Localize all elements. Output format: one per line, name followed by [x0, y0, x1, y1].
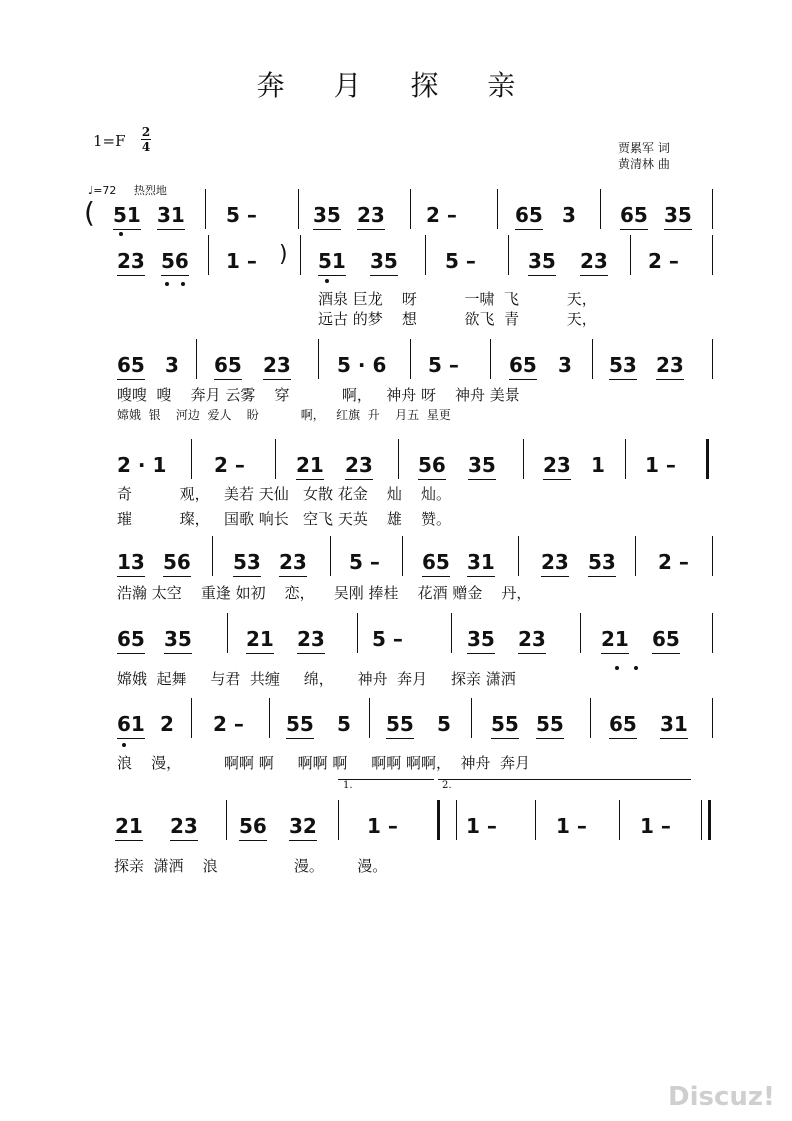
barline — [523, 439, 524, 479]
note-group: 53 — [233, 550, 261, 574]
barline — [712, 613, 713, 653]
note-group: 23 — [279, 550, 307, 574]
eighth-beam — [518, 653, 546, 654]
eighth-beam — [313, 229, 341, 230]
note-group: 1 – — [367, 814, 398, 838]
note-group: 61 — [117, 712, 145, 736]
note-group: 65 — [117, 353, 145, 377]
note-group: 56 — [418, 453, 446, 477]
barline — [191, 698, 192, 738]
note-group: 51 — [113, 203, 141, 227]
note-group: 56 — [163, 550, 191, 574]
open-paren: ( — [84, 196, 95, 229]
eighth-beam — [117, 738, 145, 739]
close-paren: ) — [279, 242, 288, 267]
octave-dot — [634, 666, 638, 670]
note-group: 5 · 6 — [337, 353, 387, 377]
eighth-beam — [170, 840, 198, 841]
eighth-beam — [467, 576, 495, 577]
note-group: 21 — [601, 627, 629, 651]
volta-2: 2. — [442, 780, 452, 791]
eighth-beam — [115, 840, 143, 841]
lyric-line: 奇 观， 美若 天仙 女散 花金 灿 灿。 — [117, 485, 451, 503]
barline — [471, 698, 472, 738]
note-group: 35 — [164, 627, 192, 651]
repeat-end-barline — [437, 800, 440, 840]
note-group: 35 — [467, 627, 495, 651]
note-group: 23 — [263, 353, 291, 377]
eighth-beam — [656, 379, 684, 380]
barline — [402, 536, 403, 576]
note-group: 5 – — [428, 353, 459, 377]
eighth-beam — [157, 229, 185, 230]
note-group: 32 — [289, 814, 317, 838]
barline — [398, 439, 399, 479]
eighth-beam — [422, 576, 450, 577]
barline — [338, 800, 339, 840]
note-group: 55 — [386, 712, 414, 736]
lyric-line: 嫦娥 银 河边 爱人 盼 啊， 红旗 升 月五 星更 — [117, 408, 451, 422]
eighth-beam — [536, 738, 564, 739]
octave-dot — [615, 666, 619, 670]
lyric-line: 璀 璨， 国歌 响长 空飞 天英 雄 赞。 — [117, 510, 451, 528]
lyric-line: 远古 的梦 想 欲飞 青 天， — [318, 310, 597, 328]
note-group: 2 – — [426, 203, 457, 227]
note-group: 1 — [591, 453, 605, 477]
eighth-beam — [163, 576, 191, 577]
eighth-beam — [541, 576, 569, 577]
note-group: 65 — [620, 203, 648, 227]
lyric-line: 嗖嗖 嗖 奔月 云雾 穿 啊， 神舟 呀 神舟 美景 — [117, 386, 520, 404]
eighth-beam — [289, 840, 317, 841]
note-group: 35 — [468, 453, 496, 477]
barline — [226, 800, 227, 840]
lyricist-credit: 贾累军 词 — [618, 141, 670, 155]
eighth-beam — [370, 275, 398, 276]
note-group: 35 — [528, 249, 556, 273]
eighth-beam — [580, 275, 608, 276]
barline — [590, 698, 591, 738]
time-bottom: 4 — [141, 140, 151, 154]
note-group: 5 — [437, 712, 451, 736]
eighth-beam — [418, 479, 446, 480]
eighth-beam — [468, 479, 496, 480]
eighth-beam — [620, 229, 648, 230]
note-group: 55 — [536, 712, 564, 736]
note-group: 65 — [652, 627, 680, 651]
note-group: 1 – — [645, 453, 676, 477]
barline — [269, 698, 270, 738]
note-group: 56 — [239, 814, 267, 838]
eighth-beam — [515, 229, 543, 230]
note-group: 23 — [357, 203, 385, 227]
lyric-line: 探亲 潇洒 浪 漫。 漫。 — [114, 857, 388, 875]
barline — [625, 439, 626, 479]
note-group: 23 — [170, 814, 198, 838]
barline — [410, 339, 411, 379]
note-group: 2 – — [213, 712, 244, 736]
note-group: 65 — [422, 550, 450, 574]
eighth-beam — [652, 653, 680, 654]
note-group: 65 — [609, 712, 637, 736]
barline — [712, 189, 713, 229]
note-group: 2 – — [648, 249, 679, 273]
tempo-mark — [88, 182, 167, 198]
barline — [712, 339, 713, 379]
barline — [619, 800, 620, 840]
eighth-beam — [543, 479, 571, 480]
barline — [330, 536, 331, 576]
barline — [357, 613, 358, 653]
eighth-beam — [233, 576, 261, 577]
note-group: 23 — [297, 627, 325, 651]
note-group: 56 — [161, 249, 189, 273]
eighth-beam — [660, 738, 688, 739]
final-thin-barline — [701, 800, 702, 840]
eighth-beam — [528, 275, 556, 276]
barline — [712, 536, 713, 576]
eighth-beam — [588, 576, 616, 577]
note-group: 51 — [318, 249, 346, 273]
eighth-beam — [345, 479, 373, 480]
note-group: 1 – — [226, 249, 257, 273]
barline — [518, 536, 519, 576]
note-group: 55 — [491, 712, 519, 736]
composer-credit: 黄清林 曲 — [618, 157, 670, 171]
eighth-beam — [609, 738, 637, 739]
watermark: Discuz! — [668, 1082, 775, 1112]
tempo-value: ♩=72 — [88, 184, 117, 197]
note-group: 2 – — [658, 550, 689, 574]
time-signature — [141, 126, 151, 153]
note-group: 3 — [562, 203, 576, 227]
eighth-beam — [286, 738, 314, 739]
barline — [535, 800, 536, 840]
note-group: 65 — [214, 353, 242, 377]
lyric-line: 浪 漫， 啊啊 啊 啊啊 啊 啊啊 啊啊， 神舟 奔月 — [117, 754, 531, 772]
eighth-beam — [117, 653, 145, 654]
eighth-beam — [161, 275, 189, 276]
eighth-beam — [117, 275, 145, 276]
volta-line — [338, 779, 434, 780]
note-group: 23 — [117, 249, 145, 273]
eighth-beam — [164, 653, 192, 654]
note-group: 1 – — [466, 814, 497, 838]
note-group: 2 — [160, 712, 174, 736]
barline — [275, 439, 276, 479]
eighth-beam — [357, 229, 385, 230]
barline — [635, 536, 636, 576]
eighth-beam — [113, 229, 141, 230]
note-group: 21 — [246, 627, 274, 651]
final-barline — [708, 800, 711, 840]
eighth-beam — [239, 840, 267, 841]
eighth-beam — [279, 576, 307, 577]
lyric-line: 嫦娥 起舞 与君 共缠 绵， 神舟 奔月 探亲 潇洒 — [117, 670, 516, 688]
note-group: 53 — [588, 550, 616, 574]
barline — [630, 235, 631, 275]
barline — [580, 613, 581, 653]
note-group: 5 – — [372, 627, 403, 651]
eighth-beam — [609, 379, 637, 380]
note-group: 31 — [467, 550, 495, 574]
time-top: 2 — [141, 125, 151, 139]
barline — [212, 536, 213, 576]
eighth-beam — [386, 738, 414, 739]
song-title: 奔 月 探 亲 — [256, 69, 536, 102]
note-group: 55 — [286, 712, 314, 736]
note-group: 31 — [660, 712, 688, 736]
octave-dot — [122, 743, 126, 747]
eighth-beam — [601, 653, 629, 654]
eighth-beam — [263, 379, 291, 380]
note-group: 21 — [115, 814, 143, 838]
note-group: 3 — [165, 353, 179, 377]
note-group: 35 — [370, 249, 398, 273]
note-group: 23 — [656, 353, 684, 377]
note-group: 13 — [117, 550, 145, 574]
barline — [497, 189, 498, 229]
eighth-beam — [296, 479, 324, 480]
barline — [600, 189, 601, 229]
barline — [451, 613, 452, 653]
barline — [205, 189, 206, 229]
note-group: 23 — [518, 627, 546, 651]
note-group: 5 – — [445, 249, 476, 273]
note-group: 5 – — [226, 203, 257, 227]
barline — [208, 235, 209, 275]
eighth-beam — [246, 653, 274, 654]
eighth-beam — [318, 275, 346, 276]
key-signature: 1=F — [93, 132, 126, 150]
barline — [592, 339, 593, 379]
note-group: 2 · 1 — [117, 453, 167, 477]
note-group: 1 – — [556, 814, 587, 838]
barline — [508, 235, 509, 275]
barline — [490, 339, 491, 379]
note-group: 21 — [296, 453, 324, 477]
repeat-barline — [706, 439, 709, 479]
volta-1: 1. — [343, 780, 353, 791]
eighth-beam — [491, 738, 519, 739]
barline — [318, 339, 319, 379]
note-group: 65 — [509, 353, 537, 377]
note-group: 23 — [543, 453, 571, 477]
barline — [456, 800, 457, 840]
note-group: 1 – — [640, 814, 671, 838]
note-group: 31 — [157, 203, 185, 227]
eighth-beam — [467, 653, 495, 654]
note-group: 5 — [337, 712, 351, 736]
eighth-beam — [664, 229, 692, 230]
barline — [191, 439, 192, 479]
note-group: 23 — [541, 550, 569, 574]
note-group: 5 – — [349, 550, 380, 574]
note-group: 2 – — [214, 453, 245, 477]
barline — [712, 698, 713, 738]
barline — [425, 235, 426, 275]
barline — [369, 698, 370, 738]
eighth-beam — [117, 576, 145, 577]
note-group: 23 — [345, 453, 373, 477]
note-group: 65 — [117, 627, 145, 651]
barline — [410, 189, 411, 229]
eighth-beam — [297, 653, 325, 654]
octave-dot — [325, 279, 329, 283]
volta-line — [438, 779, 691, 780]
eighth-beam — [214, 379, 242, 380]
note-group: 65 — [515, 203, 543, 227]
octave-dot — [119, 232, 123, 236]
octave-dot — [165, 282, 169, 286]
barline — [300, 235, 301, 275]
note-group: 35 — [664, 203, 692, 227]
note-group: 35 — [313, 203, 341, 227]
lyric-line: 酒泉 巨龙 呀 一啸 飞 天， — [318, 290, 597, 308]
barline — [196, 339, 197, 379]
lyric-line: 浩瀚 太空 重逢 如初 恋， 吴刚 捧桂 花酒 赠金 丹， — [117, 584, 532, 602]
note-group: 3 — [558, 353, 572, 377]
expression-mark: 热烈地 — [133, 184, 167, 197]
barline — [712, 235, 713, 275]
eighth-beam — [509, 379, 537, 380]
note-group: 53 — [609, 353, 637, 377]
note-group: 23 — [580, 249, 608, 273]
barline — [298, 189, 299, 229]
eighth-beam — [117, 379, 145, 380]
barline — [227, 613, 228, 653]
octave-dot — [181, 282, 185, 286]
